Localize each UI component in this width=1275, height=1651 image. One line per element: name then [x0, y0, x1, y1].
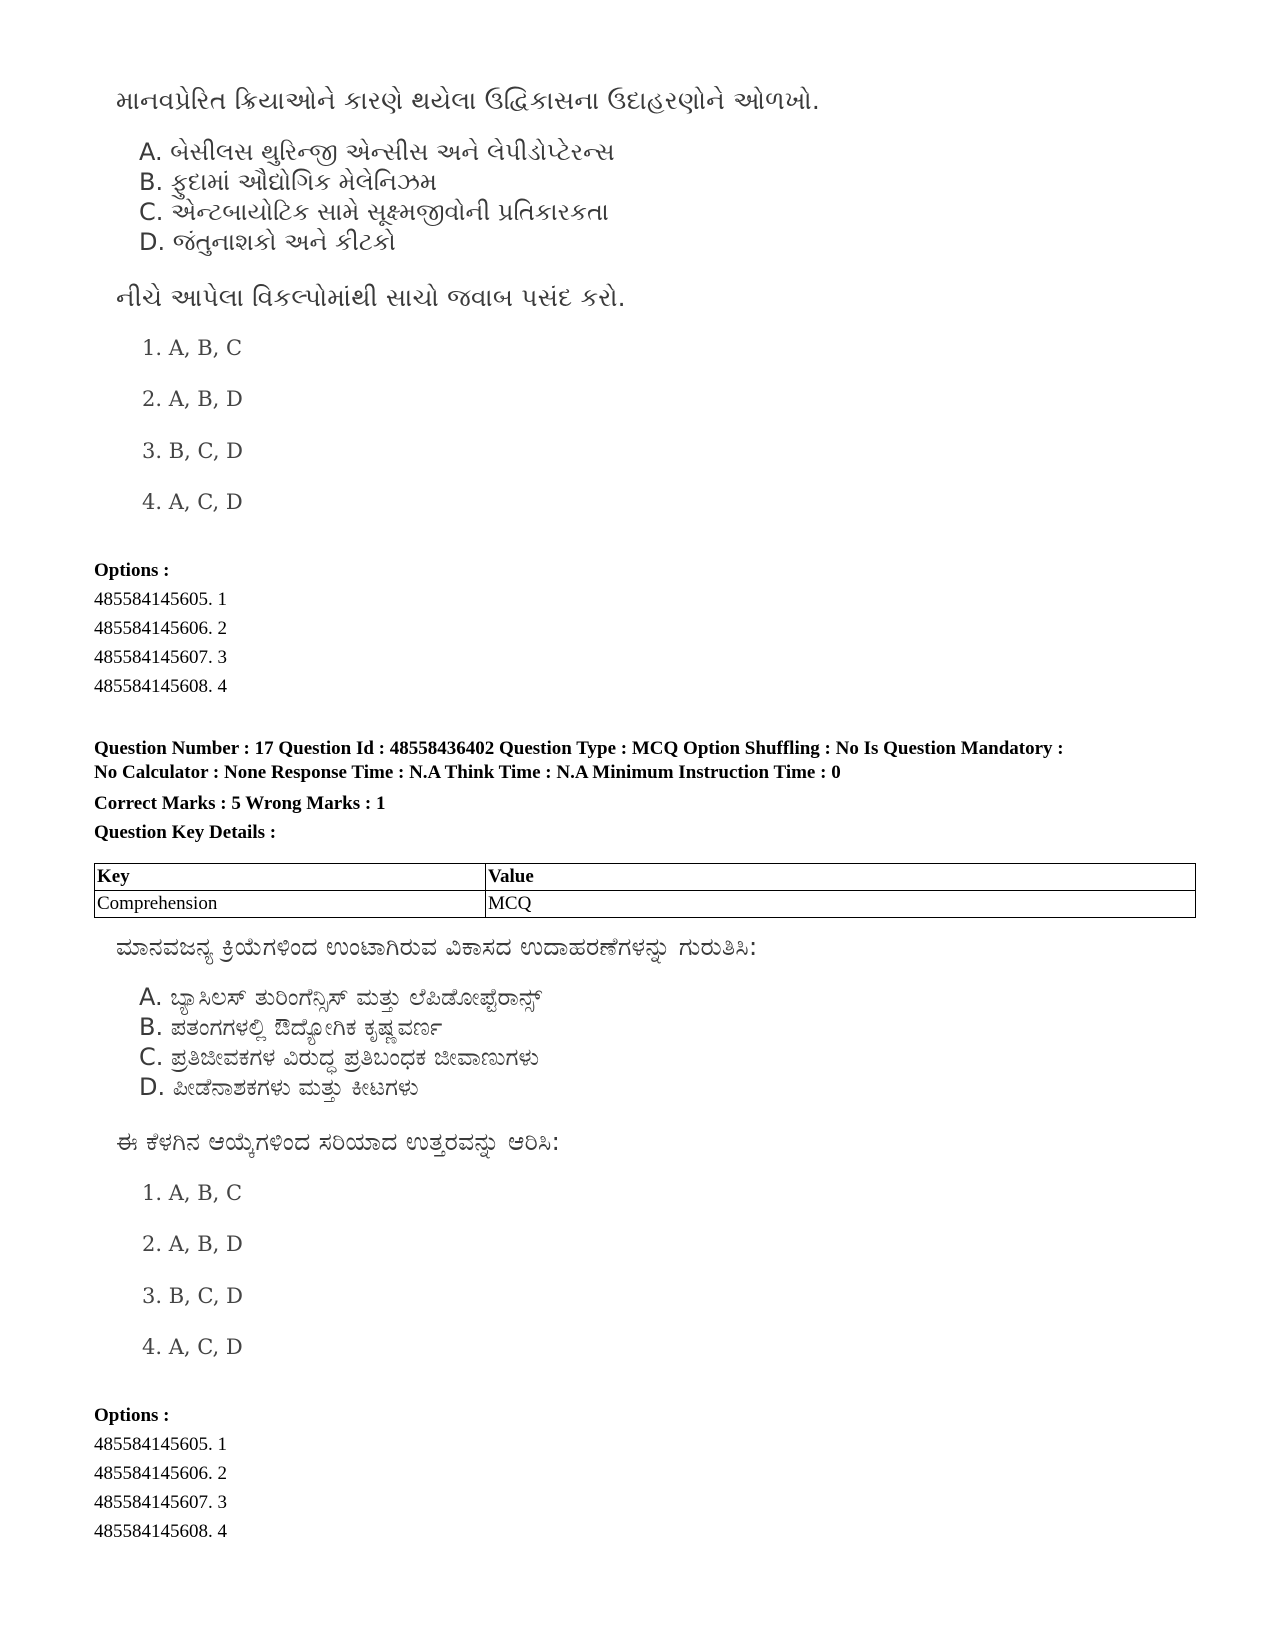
- key-details-heading: Question Key Details :: [94, 822, 277, 843]
- question-key-table: [94, 863, 1196, 918]
- option-item: 485584145608. 4: [94, 676, 227, 697]
- marks-line: Correct Marks : 5 Wrong Marks : 1: [94, 793, 386, 814]
- statement-d: D. ಪೀಡೆನಾಶಕಗಳು ಮತ್ತು ಕೀಟಗಳು: [139, 1073, 419, 1101]
- option-item: 485584145607. 3: [94, 647, 227, 668]
- question-instruction: નીચે આપેલા વિકલ્પોમાંથી સાચો જવાબ પસંદ કરો.: [116, 283, 626, 312]
- question-instruction: ಈ ಕೆಳಗಿನ ಆಯ್ಕೆಗಳಿಂದ ಸರಿಯಾದ ಉತ್ತರವನ್ನು ಆರಿಸಿ:: [116, 1127, 561, 1156]
- statement-a: A. બેસીલસ થુરિન્જી એન્સીસ અને લેપીડોપ્ટેરન્સ: [139, 138, 615, 166]
- marks-info: [94, 789, 385, 847]
- question-stem: ಮಾನವಜನ್ಯ ಕ್ರಿಯೆಗಳಿಂದ ಉಂಟಾಗಿರುವ ವಿಕಾಸದ ಉದಾಹರಣೆಗಳನ್ನು ಗುರುತಿಸಿ:: [116, 932, 758, 961]
- options-label: Options :: [94, 560, 170, 581]
- option-item: 485584145608. 4: [94, 1521, 227, 1542]
- option-item: 485584145606. 2: [94, 1463, 227, 1484]
- choice-4: 4. A, C, D: [142, 490, 243, 514]
- option-item: 485584145607. 3: [94, 1492, 227, 1513]
- question-meta: [94, 737, 1064, 785]
- choice-3: 3. B, C, D: [142, 439, 244, 463]
- option-item: 485584145606. 2: [94, 618, 227, 639]
- question-meta-line2: No Calculator : None Response Time : N.A Think Time : N.A Minimum Instruction Time : 0: [94, 762, 841, 783]
- table-header-row: [95, 864, 1196, 891]
- choice-1: 1. A, B, C: [142, 1181, 243, 1205]
- statement-a: A. ಬ್ಯಾಸಿಲಸ್ ತುರಿಂಗೆನ್ಸಿಸ್ ಮತ್ತು ಲೆಪಿಡೋಪ್ಟೆರಾನ್ಸ್: [139, 983, 543, 1011]
- options-list: [94, 556, 227, 701]
- options-list: [94, 1401, 227, 1546]
- choice-2: 2. A, B, D: [142, 387, 243, 411]
- table-row: [95, 891, 1196, 918]
- table-cell-key: Comprehension: [95, 891, 486, 918]
- choice-3: 3. B, C, D: [142, 1284, 244, 1308]
- choice-1: 1. A, B, C: [142, 336, 243, 360]
- statement-c: C. એન્ટબાયોટિક સામે સૂક્ષ્મજીવોની પ્રતિકારકતા: [139, 198, 609, 226]
- choice-2: 2. A, B, D: [142, 1232, 243, 1256]
- table-header-key: Key: [95, 864, 486, 891]
- option-item: 485584145605. 1: [94, 589, 227, 610]
- question-stem: માનવપ્રેરિત ક્રિયાઓને કારણે થયેલા ઉદ્વિકાસના ઉદાહરણોને ઓળખો.: [116, 86, 821, 115]
- question-meta-line1: Question Number : 17 Question Id : 48558436402 Question Type : MCQ Option Shuffling : No Is Question Mandatory :: [94, 738, 1064, 759]
- statement-c: C. ಪ್ರತಿಜೀವಕಗಳ ವಿರುದ್ಧ ಪ್ರತಿಬಂಧಕ ಜೀವಾಣುಗಳು: [139, 1043, 540, 1071]
- table-header-value: Value: [486, 864, 1196, 891]
- statement-d: D. જંતુનાશકો અને કીટકો: [139, 228, 396, 256]
- table-cell-value: MCQ: [486, 891, 1196, 918]
- statement-b: B. ફુદામાં ઔદ્યોગિક મેલેનિઝમ: [139, 168, 437, 196]
- options-label: Options :: [94, 1405, 170, 1426]
- choice-4: 4. A, C, D: [142, 1335, 243, 1359]
- statement-b: B. ಪತಂಗಗಳಲ್ಲಿ ಔದ್ಯೋಗಿಕ ಕೃಷ್ಣವರ್ಣ: [139, 1013, 443, 1041]
- option-item: 485584145605. 1: [94, 1434, 227, 1455]
